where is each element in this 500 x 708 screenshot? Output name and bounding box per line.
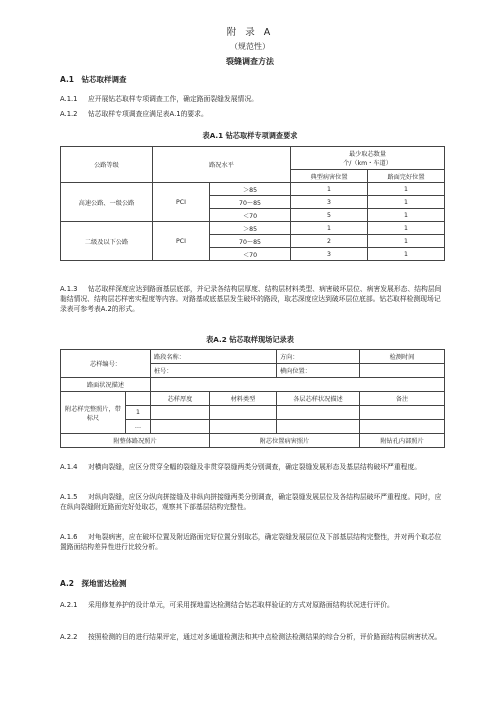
cell-empty	[151, 406, 210, 420]
cell-grade: 高速公路、一级公路	[61, 183, 153, 222]
cell-index: PCI	[153, 222, 210, 261]
appendix-subject: 裂缝调查方法	[226, 57, 274, 66]
cell-level: 70～85	[210, 235, 291, 248]
cell-core-no: 芯样编号：	[61, 350, 151, 378]
paragraph-number: A.1.1	[60, 95, 78, 103]
paragraph-a1-1	[60, 94, 445, 104]
cell-test-time: 检测时间	[360, 350, 445, 364]
cell-direction: 方向：	[277, 350, 360, 364]
cell-level: ＜70	[210, 209, 291, 222]
paragraph-text: 对横向裂缝，应区分贯穿全幅的裂缝及非贯穿裂缝两类分别调查，确定裂缝发展形态及基层结构破坏严重程度。	[88, 463, 422, 471]
table-a1-caption: 表A.1 钻芯取样专项调查要求	[202, 131, 298, 140]
section-heading-a1: A.1 钻芯取样调查	[60, 75, 127, 84]
cell-empty	[360, 406, 445, 420]
paragraph-text: 对纵向裂缝，应区分纵向拼接缝及非纵向拼接缝两类分别调查，确定裂缝发展层位及各结构层破坏严重程度。同时，应在纵向裂缝附近路面完好处取芯，观察其下部基层结构完整性。	[60, 493, 442, 511]
table-a2-caption: 表A.2 钻芯取样现场记录表	[206, 335, 294, 344]
paragraph-number: A.1.4	[60, 463, 78, 471]
paragraph-text: 应开展钻芯取样专项调查工作，确定路面裂缝发展情况。	[88, 95, 258, 103]
paragraph-a1-2	[60, 109, 445, 119]
cell-empty	[277, 420, 360, 434]
header-min-cores-line1: 最少取芯数量	[348, 151, 387, 158]
paragraph-number: A.1.2	[60, 110, 78, 118]
paragraph-number: A.1.3	[60, 285, 78, 293]
col-material: 材料类型	[210, 392, 277, 406]
paragraph-a1-4	[60, 462, 445, 472]
cell-typical: 2	[291, 235, 368, 248]
header-condition: 路况水平	[153, 147, 291, 183]
cell-empty	[151, 420, 210, 434]
paragraph-number: A.2.2	[60, 633, 78, 641]
cell-row-no: …	[126, 420, 151, 434]
paragraph-number: A.2.1	[60, 601, 78, 609]
col-layers: 各层芯样状况描述	[277, 392, 360, 406]
header-good-location: 路面完好位置	[368, 170, 445, 183]
section-heading-a2: A.2 探地雷达检测	[60, 579, 127, 588]
paragraph-text: 对龟裂病害，应在破坏位置及附近路面完好位置分别取芯，确定裂缝发展层位及下部基层结构完整性，并对两个取芯位置路面结构差异性进行比较分析。	[60, 533, 442, 551]
appendix-title: 附 录 A	[226, 27, 274, 38]
cell-empty	[277, 406, 360, 420]
paragraph-text: 钻芯取样深度应达到路面基层底部，并记录各结构层厚度、结构层材料类型、病害破坏层位、病害发展形态、结构层间黏结情况、结构层芯样密实程度等内容。对路基或底基层发生破坏的路段，取芯深度应达到破坏层位底部。钻芯取样检测现场记录表可参考表A.2的形式。	[60, 285, 442, 313]
cell-good: 1	[368, 222, 445, 235]
header-min-cores-line2: 个/（km・车道）	[343, 160, 392, 167]
cell-typical: 1	[291, 183, 368, 196]
cell-grade: 二级及以下公路	[61, 222, 153, 261]
appendix-type: （规范性）	[230, 42, 270, 51]
cell-empty	[210, 406, 277, 420]
cell-typical: 1	[291, 222, 368, 235]
cell-photo-overall: 附整体路况照片	[61, 434, 210, 448]
cell-route-name: 路段名称：	[151, 350, 277, 364]
paragraph-a1-5	[60, 492, 445, 512]
paragraph-text: 按照检测的目的进行结果评定，通过对多通道检测法和其中点检测法检测结果的综合分析，评价路面结构层病害状况。	[88, 633, 442, 641]
paragraph-number: A.1.5	[60, 493, 78, 501]
cell-good: 1	[368, 235, 445, 248]
cell-photo-location: 附芯位置病害照片	[210, 434, 360, 448]
cell-good: 1	[368, 196, 445, 209]
cell-empty	[360, 420, 445, 434]
paragraph-text: 钻芯取样专项调查应满足表A.1的要求。	[88, 110, 208, 118]
table-a2	[60, 349, 445, 448]
cell-typical: 3	[291, 248, 368, 261]
paragraph-a2-1	[60, 600, 445, 610]
cell-level: ＞85	[210, 222, 291, 235]
table-row	[61, 183, 445, 196]
cell-blank	[126, 392, 151, 406]
paragraph-a1-6	[60, 532, 445, 552]
cell-good: 1	[368, 248, 445, 261]
cell-stake: 桩号：	[151, 364, 277, 378]
cell-level: ＜70	[210, 248, 291, 261]
paragraph-number: A.1.6	[60, 533, 78, 541]
header-typical-location: 典型病害位置	[291, 170, 368, 183]
cell-index: PCI	[153, 183, 210, 222]
cell-good: 1	[368, 209, 445, 222]
table-row	[61, 222, 445, 235]
col-remarks: 备注	[360, 392, 445, 406]
cell-road-condition: 路面状况描述	[61, 378, 151, 392]
paragraph-a1-3	[60, 284, 445, 314]
table-a1	[60, 146, 445, 261]
col-thickness: 芯样厚度	[151, 392, 210, 406]
cell-empty	[210, 420, 277, 434]
cell-good: 1	[368, 183, 445, 196]
cell-photo-label: 附芯样完整照片，带标尺	[61, 392, 126, 434]
cell-test-time-value	[360, 364, 445, 378]
cell-row-no: 1	[126, 406, 151, 420]
cell-typical: 5	[291, 209, 368, 222]
header-min-cores	[291, 147, 445, 170]
cell-typical: 3	[291, 196, 368, 209]
header-road-grade: 公路等级	[61, 147, 153, 183]
cell-level: 70～85	[210, 196, 291, 209]
cell-level: ＞85	[210, 183, 291, 196]
paragraph-a2-2	[60, 632, 445, 642]
paragraph-text: 采用修复养护的设计单元，可采用探地雷达检测结合钻芯取样验证的方式对原路面结构状况进行评价。	[88, 601, 394, 609]
cell-photo-hole: 附钻孔内部照片	[360, 434, 445, 448]
cell-lateral-position: 横向位置：	[277, 364, 360, 378]
cell-road-condition-value	[151, 378, 445, 392]
